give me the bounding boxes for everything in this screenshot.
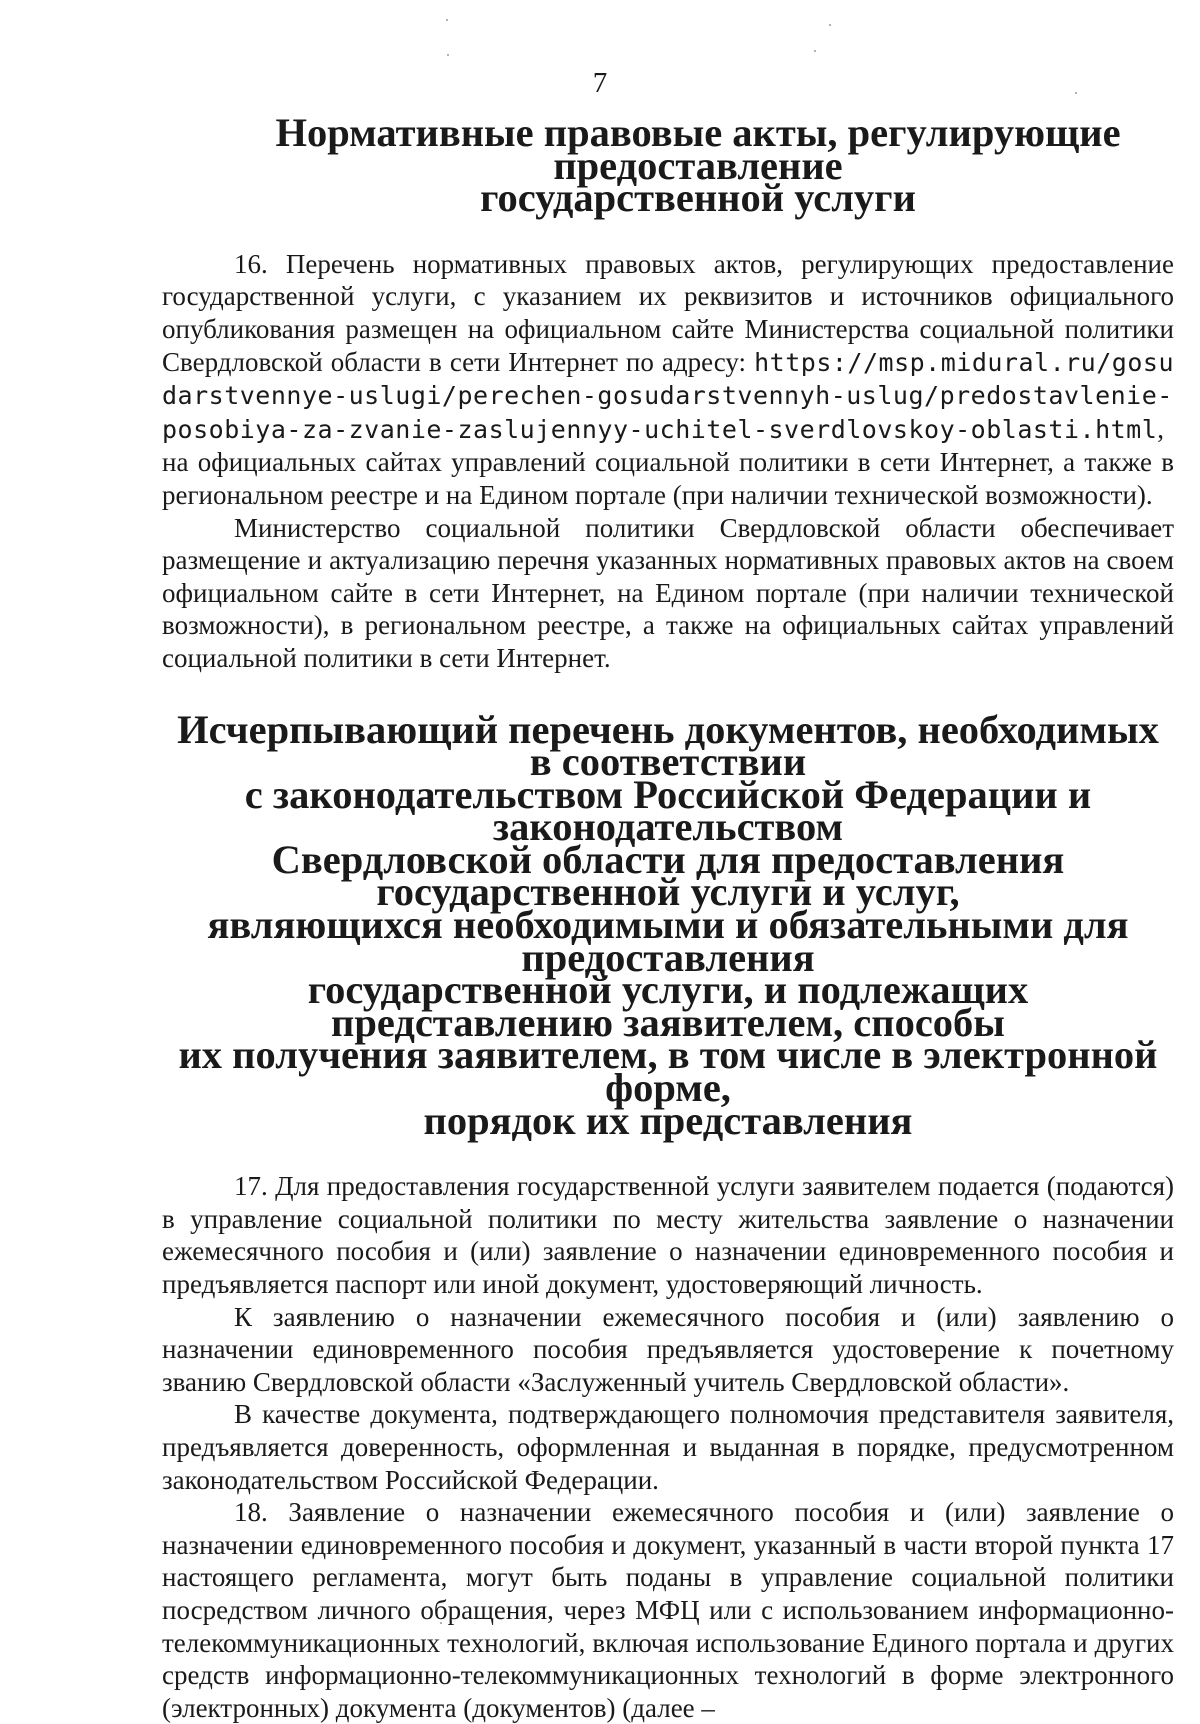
heading-line: их получения заявителем, в том числе в электронной форме, <box>178 1032 1158 1111</box>
heading-line: Нормативные правовые акты, регулирующие предоставление <box>275 110 1121 188</box>
heading-line: государственной услуги <box>480 175 916 221</box>
section-heading-normative-acts <box>222 110 1174 221</box>
paragraph-text: , на официальных сайтах управлений социальной политики в сети Интернет, а также в региональном реестре и на Едином портале (при наличии технической возможности). <box>162 413 1174 510</box>
scan-speck <box>446 19 448 21</box>
scan-speck <box>814 50 816 52</box>
document-body <box>162 110 1174 1724</box>
paragraph-17-part-2: К заявлению о назначении ежемесячного пособия и (или) заявлению о назначении единовременного пособия предъявляется удостоверение к почетному званию Свердловской области «Заслуженный учитель Свердловской области». <box>162 1301 1174 1397</box>
paragraph-18: 18. Заявление о назначении ежемесячного пособия и (или) заявление о назначении единовременного пособия и документ, указанный в части второй пункта 17 настоящего регламента, могут быть поданы в управление социальной политики посредством личного обращения, через МФЦ или с использованием информационно-телекоммуникационных технологий, включая использование Единого портала и других средств информационно-телекоммуникационных технологий в форме электронного (электронных) документа (документов) (далее – <box>162 1497 1174 1723</box>
paragraph-17: 17. Для предоставления государственной услуги заявителем подается (подаются) в управление социальной политики по месту жительства заявление о назначении ежемесячного пособия и (или) заявление о назначении единовременного пособия и предъявляется паспорт или иной документ, удостоверяющий личность. <box>162 1171 1174 1299</box>
heading-line: с законодательством Российской Федерации и законодательством <box>244 771 1092 850</box>
paragraph-17-part-3: В качестве документа, подтверждающего полномочия представителя заявителя, предъявляется доверенность, оформленная и выданная в порядке, предусмотренном законодательством Российской Федерации. <box>162 1399 1174 1495</box>
heading-line: государственной услуги, и подлежащих представлению заявителем, способы <box>307 967 1029 1045</box>
page-number: 7 <box>592 67 608 99</box>
heading-line: Свердловской области для предоставления государственной услуги и услуг, <box>271 836 1065 915</box>
heading-line: порядок их представления <box>423 1097 913 1143</box>
ministry-url-link[interactable]: https://msp.midural.ru/gosudarstvennye-uslugi/perechen-gosudarstvennyh-uslug/predostavlenie-posobiya-za-zvanie-zaslujennyy-uchitel-sverdlovskoy-oblasti.html <box>162 347 1174 444</box>
scan-speck <box>829 24 831 26</box>
paragraph-16 <box>162 248 1174 512</box>
heading-line: Исчерпывающий перечень документов, необходимых в соответствии <box>177 706 1159 785</box>
scan-speck <box>447 54 449 56</box>
heading-line: являющихся необходимыми и обязательными для предоставления <box>207 902 1129 980</box>
section-heading-documents-list <box>162 706 1174 1143</box>
paragraph-text: 16. Перечень нормативных правовых актов, регулирующих предоставление государственной услуги, с указанием их реквизитов и источников официального опубликования размещен на официальном сайте Министерства социальной политики Свердловской области в сети Интернет по адресу: <box>162 248 1174 377</box>
paragraph-ministry: Министерство социальной политики Свердловской области обеспечивает размещение и актуализацию перечня указанных нормативных правовых актов на своем официальном сайте в сети Интернет, на Едином портале (при наличии технической возможности), в региональном реестре, а также на официальных сайтах управлений социальной политики в сети Интернет. <box>162 512 1174 673</box>
